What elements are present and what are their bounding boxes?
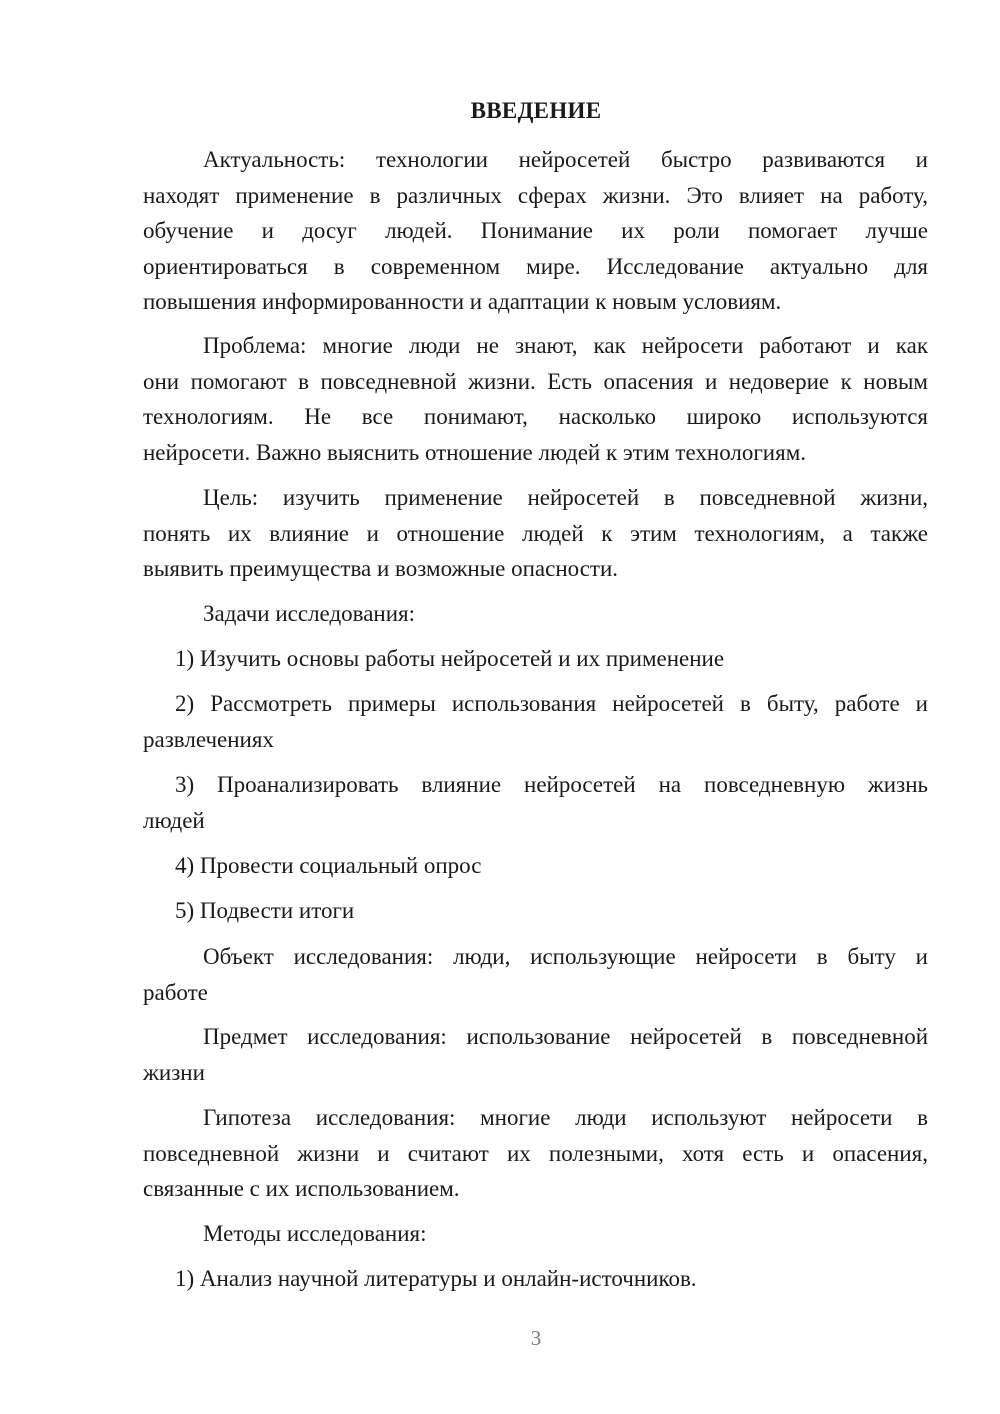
method-item: [143, 1261, 928, 1297]
tasks-heading: [143, 596, 928, 632]
methods-heading-text: Методы исследования:: [203, 1221, 427, 1246]
problem-line: Проблема: многие люди не знают, как нейросети работают и как: [203, 333, 928, 358]
object-line: работе: [143, 979, 208, 1005]
problem-line: они помогают в повседневной жизни. Есть опасения и недоверие к новым: [143, 368, 928, 394]
task-line: людей: [143, 807, 205, 833]
task-line: 5) Подвести итоги: [175, 898, 355, 923]
goal-paragraph: [143, 480, 928, 587]
task-item: [143, 848, 928, 884]
hypothesis-line: повседневной жизни и считают их полезными, хотя есть и опасения,: [143, 1140, 928, 1166]
relevance-paragraph: [143, 142, 928, 320]
task-line: развлечениях: [143, 726, 274, 752]
subject-paragraph: [143, 1019, 928, 1090]
relevance-line: находят применение в различных сферах жизни. Это влияет на работу,: [143, 182, 928, 208]
hypothesis-paragraph: [143, 1100, 928, 1207]
task-item: [143, 641, 928, 677]
goal-line: Цель: изучить применение нейросетей в повседневной жизни,: [203, 485, 928, 510]
task-line: 1) Изучить основы работы нейросетей и их применение: [175, 646, 725, 671]
problem-line: нейросети. Важно выяснить отношение людей к этим технологиям.: [143, 439, 807, 465]
problem-line: технологиям. Не все понимают, насколько широко используются: [143, 404, 928, 429]
hypothesis-line: связанные с их использованием.: [143, 1176, 460, 1201]
hypothesis-line: Гипотеза исследования: многие люди используют нейросети в: [203, 1105, 928, 1130]
task-line: 2) Рассмотреть примеры использования нейросетей в быту, работе и: [175, 691, 928, 716]
relevance-line: обучение и досуг людей. Понимание их роли помогает лучше: [143, 218, 928, 243]
page-number: 3: [530, 1326, 542, 1350]
object-paragraph: [143, 939, 928, 1010]
problem-paragraph: [143, 328, 928, 470]
goal-line: выявить преимущества и возможные опасности.: [143, 556, 619, 581]
task-item: [143, 686, 928, 757]
subject-line: Предмет исследования: использование нейросетей в повседневной: [203, 1024, 928, 1049]
task-item: [143, 893, 928, 929]
subject-line: жизни: [143, 1059, 205, 1085]
tasks-heading-text: Задачи исследования:: [203, 601, 416, 626]
task-item: [143, 767, 928, 838]
page-title: ВВЕДЕНИЕ: [470, 98, 602, 123]
relevance-line: повышения информированности и адаптации к новым условиям.: [143, 289, 782, 314]
object-line: Объект исследования: люди, использующие нейросети в быту и: [203, 944, 928, 969]
relevance-line: Актуальность: технологии нейросетей быстро развиваются и: [203, 147, 928, 172]
relevance-line: ориентироваться в современном мире. Исследование актуально для: [143, 253, 928, 279]
method-line: 1) Анализ научной литературы и онлайн-источников.: [175, 1266, 697, 1291]
methods-heading: [143, 1216, 928, 1252]
goal-line: понять их влияние и отношение людей к этим технологиям, а также: [143, 520, 928, 546]
task-line: 3) Проанализировать влияние нейросетей на повседневную жизнь: [175, 772, 928, 797]
task-line: 4) Провести социальный опрос: [175, 853, 482, 878]
